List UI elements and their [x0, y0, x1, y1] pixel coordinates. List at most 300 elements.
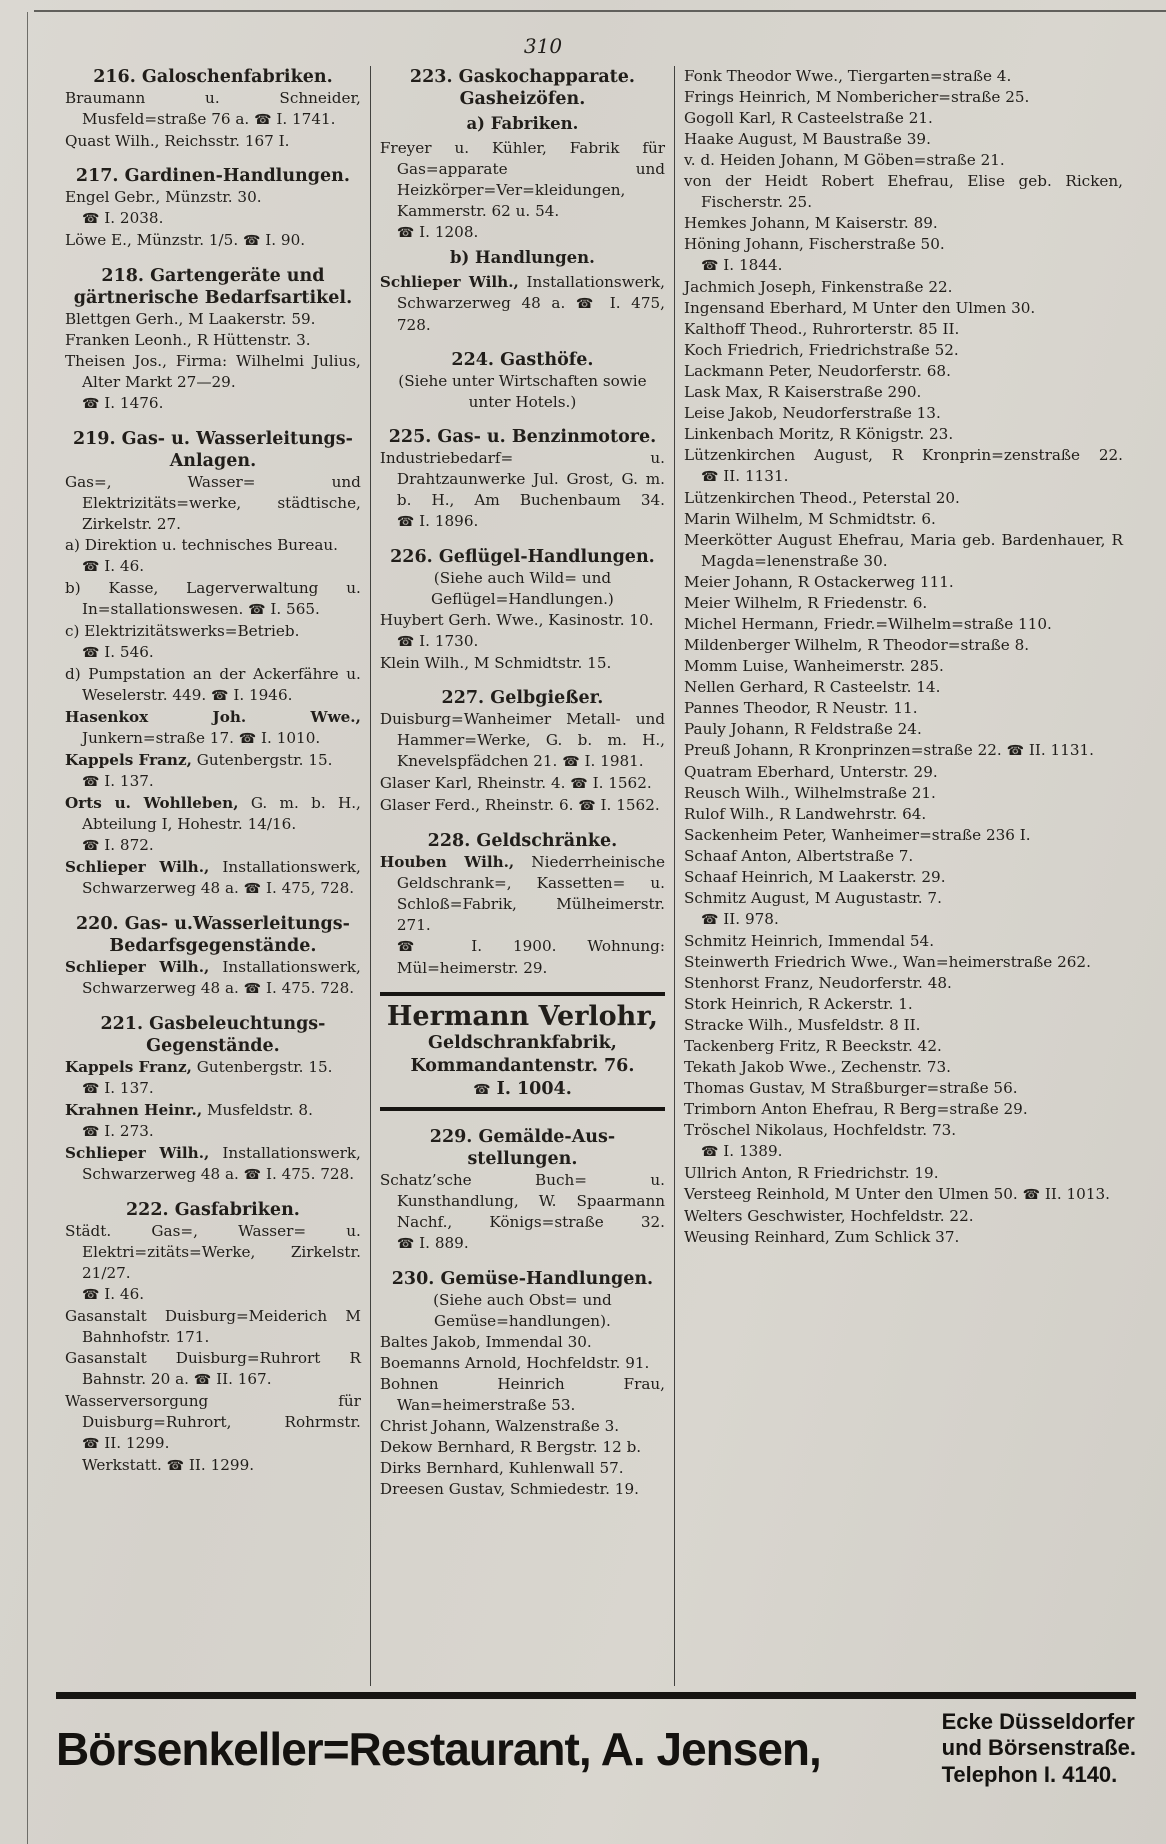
entry-text: Lützenkirchen Theod., Peterstal 20.	[684, 489, 960, 507]
category-section	[65, 265, 361, 415]
telephone-icon: ☎	[82, 1287, 100, 1303]
telephone-icon: ☎	[243, 881, 262, 897]
entry-text: 728.	[315, 979, 355, 997]
entry-text: von der Heidt Robert Ehefrau, Elise geb. Ricken, Fischerstr. 25.	[684, 172, 1123, 211]
entry-text: Gasanstalt Duisburg=Ruhrort R Bahnstr. 20 a.	[65, 1349, 361, 1388]
directory-columns	[56, 66, 1132, 1686]
entry-text: Marin Wilhelm, M Schmidtstr. 6.	[684, 510, 936, 528]
entry-text: Christ Johann, Walzenstraße 3.	[379, 1417, 620, 1436]
directory-entry	[380, 1374, 665, 1416]
entry-text: Tekath Jakob Wwe., Zechenstr. 73.	[684, 1058, 951, 1076]
directory-column	[370, 66, 674, 1686]
telephone-number: ☎ I. 1476.	[82, 394, 164, 412]
directory-entry	[65, 750, 361, 793]
directory-entry	[684, 108, 1123, 129]
directory-entry	[65, 330, 361, 351]
directory-entry	[684, 931, 1123, 952]
directory-entry	[380, 1353, 665, 1374]
entry-text: Musfeldstr. 8.	[202, 1101, 313, 1119]
directory-entry	[684, 635, 1123, 656]
telephone-icon: ☎	[396, 514, 415, 530]
category-heading: 216. Galoschenfabriken.	[93, 67, 333, 87]
page-number: 310	[523, 34, 563, 58]
directory-entry	[684, 361, 1123, 382]
telephone-number: ☎ I. 1004.	[473, 1078, 572, 1099]
entry-text: Franken Leonh., R Hüttenstr. 3.	[65, 331, 311, 349]
category-section	[380, 830, 665, 979]
telephone-number: ☎ I. 565.	[248, 600, 320, 618]
telephone-icon: ☎	[211, 688, 229, 704]
directory-entry	[684, 340, 1123, 361]
directory-entry	[684, 403, 1123, 424]
telephone-icon: ☎	[254, 112, 272, 128]
directory-entry	[684, 719, 1123, 740]
directory-column	[674, 66, 1132, 1686]
telephone-icon: ☎	[82, 1124, 100, 1140]
telephone-number: ☎ I. 1562.	[578, 796, 660, 814]
entry-text: Lützenkirchen August, R Kronprin=zenstraße 22.	[684, 446, 1123, 464]
page-left-rule	[27, 12, 28, 1844]
category-section	[380, 546, 665, 674]
entry-text: Linkenbach Moritz, R Königstr. 23.	[684, 425, 954, 443]
directory-entry	[380, 773, 665, 795]
telephone-number: ☎ I. 46.	[82, 557, 145, 575]
telephone-number: ☎ I. 1730.	[396, 632, 479, 650]
directory-entry	[380, 610, 665, 653]
telephone-number: ☎ I. 475,	[243, 879, 316, 897]
entry-text: Höning Johann, Fischerstraße 50.	[684, 235, 945, 253]
directory-entry	[684, 66, 1123, 87]
advertisement-address-line: und Börsenstraße.	[941, 1735, 1136, 1761]
directory-entry	[65, 1306, 361, 1348]
bottom-advertisement	[56, 1692, 1136, 1788]
telephone-number: ☎ I. 1844.	[701, 256, 783, 274]
entry-text: 728.	[315, 879, 355, 897]
telephone-icon: ☎	[1022, 1187, 1041, 1203]
category-heading: 217. Gardinen-Handlungen.	[75, 166, 350, 186]
directory-entry	[684, 171, 1123, 213]
entry-text: Gutenbergstr. 15.	[191, 1058, 333, 1076]
category-section	[65, 428, 361, 900]
entry-text: Gasanstalt Duisburg=Meiderich M Bahnhofstr. 171.	[65, 1307, 361, 1346]
entry-text: Pauly Johann, R Feldstraße 24.	[684, 720, 922, 738]
entry-text: c) Elektrizitätswerks=Betrieb.	[65, 622, 300, 640]
entry-text: Weusing Reinhard, Zum Schlick 37.	[684, 1228, 960, 1246]
entry-name-bold: Schlieper Wilh.,	[65, 858, 210, 876]
directory-entry	[684, 319, 1123, 340]
entry-text: Engel Gebr., Münzstr. 30.	[65, 188, 262, 206]
telephone-icon: ☎	[82, 559, 100, 575]
entry-name-bold: Kommandantenstr. 76.	[410, 1055, 635, 1076]
directory-entry	[65, 957, 361, 1000]
entry-text: (Siehe unter Wirtschaften sowie unter Hotels.)	[398, 372, 647, 411]
entry-text: Junkern=straße 17.	[82, 729, 239, 747]
entry-text: Wohnung: Mül=heimerstr. 29.	[396, 937, 666, 977]
entry-text: 728.	[396, 316, 431, 334]
directory-entry	[684, 677, 1123, 698]
entry-text: Rulof Wilh., R Landwehrstr. 64.	[684, 805, 927, 823]
entry-text: Reusch Wilh., Wilhelmstraße 21.	[684, 784, 936, 802]
entry-text: Preuß Johann, R Kronprinzen=straße 22.	[684, 741, 1007, 759]
telephone-number: ☎ II. 1299.	[82, 1434, 170, 1452]
entry-text: Schaaf Anton, Albertstraße 7.	[684, 847, 914, 865]
entry-name-bold: Hermann Verlohr,	[386, 1001, 658, 1032]
category-heading: 226. Geflügel-Handlungen.	[390, 547, 655, 567]
advertisement-phone-line: Telephon I. 4140.	[941, 1761, 1118, 1787]
directory-entry	[684, 1099, 1123, 1120]
category-section	[380, 66, 665, 336]
telephone-icon: ☎	[82, 838, 100, 854]
telephone-icon: ☎	[701, 912, 719, 928]
category-heading: Gegenstände.	[146, 1036, 280, 1056]
entry-text: Stracke Wilh., Musfeldstr. 8 II.	[684, 1016, 921, 1034]
entry-name-bold: Orts u. Wohlleben,	[65, 794, 239, 812]
entry-text: Gogoll Karl, R Casteelstraße 21.	[684, 109, 933, 127]
entry-text: Thomas Gustav, M Straßburger=straße 56.	[684, 1079, 1018, 1097]
directory-column	[56, 66, 370, 1686]
telephone-number: ☎ I. 46.	[82, 1285, 145, 1303]
telephone-icon: ☎	[701, 469, 719, 485]
category-heading: Gasheizöfen.	[459, 89, 586, 109]
directory-entry	[65, 230, 361, 252]
telephone-icon: ☎	[82, 1081, 100, 1097]
entry-text: Installationswerk, Schwarzerweg 48 a.	[82, 958, 361, 997]
telephone-number: ☎ I. 1562.	[570, 774, 652, 792]
entry-text: Werkstatt.	[82, 1456, 167, 1474]
directory-entry	[65, 1221, 361, 1306]
telephone-number: ☎ I. 872.	[82, 836, 154, 854]
entry-text: (Siehe auch Wild= und Geflügel=Handlungen.)	[431, 569, 614, 608]
cross-reference-note	[380, 568, 665, 610]
entry-text: Jachmich Joseph, Finkenstraße 22.	[684, 278, 953, 296]
telephone-number: ☎ I. 475.	[243, 979, 316, 997]
telephone-icon: ☎	[1006, 743, 1025, 759]
category-heading: 223. Gaskochapparate.	[409, 67, 635, 87]
directory-entry	[684, 783, 1123, 804]
telephone-number: ☎ I. 475.	[243, 1165, 316, 1183]
category-section	[65, 165, 361, 252]
entry-text: Installationswerk, Schwarzerweg 48 a.	[82, 858, 361, 897]
category-heading: 229. Gemälde-Aus-	[429, 1127, 616, 1148]
telephone-icon: ☎	[82, 396, 100, 412]
cross-reference-note	[380, 1290, 665, 1332]
directory-entry	[684, 213, 1123, 234]
entry-text: Niederrheinische Geldschrank=, Kassetten= u. Schloß=Fabrik, Mülheimerstr. 271.	[396, 853, 666, 934]
directory-entry	[684, 298, 1123, 319]
directory-entry	[684, 572, 1123, 593]
directory-entry	[684, 740, 1123, 762]
telephone-number: ☎ I. 137.	[82, 1079, 154, 1097]
telephone-icon: ☎	[242, 233, 261, 249]
entry-text: Schatz’sche Buch= u. Kunsthandlung, W. Spaarmann Nachf., Königs=straße 32.	[379, 1171, 666, 1232]
directory-entry	[684, 762, 1123, 783]
directory-entry	[65, 351, 361, 415]
entry-text: Baltes Jakob, Immendal 30.	[379, 1333, 592, 1352]
telephone-number: ☎ II. 978.	[701, 910, 779, 928]
directory-entry	[65, 187, 361, 230]
category-section	[65, 913, 361, 1000]
entry-text: Tröschel Nikolaus, Hochfeldstr. 73.	[684, 1121, 957, 1139]
category-heading: Anlagen.	[169, 451, 257, 471]
directory-entry	[65, 535, 361, 578]
directory-entry	[684, 593, 1123, 614]
advertisement-line	[380, 1055, 665, 1101]
directory-entry	[684, 846, 1123, 867]
directory-entry	[65, 664, 361, 707]
telephone-number: ☎ I. 90.	[242, 231, 306, 249]
entry-text: d) Pumpstation an der Ackerfähre u. Weselerstr. 449.	[65, 665, 361, 704]
telephone-icon: ☎	[248, 602, 266, 618]
category-section	[380, 349, 665, 413]
directory-entry	[65, 1100, 361, 1143]
category-heading: 225. Gas- u. Benzinmotore.	[388, 427, 657, 447]
entry-text: Meier Johann, R Ostackerweg 111.	[684, 573, 954, 591]
category-section	[684, 66, 1123, 1248]
entry-text: Kalthoff Theod., Ruhrorterstr. 85 II.	[684, 320, 960, 338]
subcategory-heading	[380, 113, 665, 135]
entry-name-bold: Hasenkox Joh. Wwe.,	[65, 708, 361, 726]
telephone-number: ☎ I. 1389.	[701, 1142, 783, 1160]
entry-name-bold: Kappels Franz,	[65, 751, 192, 769]
telephone-icon: ☎	[578, 798, 596, 814]
subcategory-heading	[380, 247, 665, 269]
category-section	[380, 1268, 665, 1500]
directory-entry	[684, 234, 1123, 277]
directory-entry	[65, 793, 361, 857]
directory-entry	[65, 131, 361, 152]
entry-text: v. d. Heiden Johann, M Göben=straße 21.	[684, 151, 1005, 169]
advertisement-title: Börsenkeller=Restaurant, A. Jensen,	[56, 1722, 821, 1775]
telephone-number: ☎ I. 1896.	[396, 512, 479, 530]
directory-entry	[65, 578, 361, 621]
entry-text: Mildenberger Wilhelm, R Theodor=straße 8.	[684, 636, 1030, 654]
entry-text: Welters Geschwister, Hochfeldstr. 22.	[684, 1207, 974, 1225]
directory-entry	[684, 994, 1123, 1015]
entry-text: Trimborn Anton Ehefrau, R Berg=straße 29.	[684, 1100, 1028, 1118]
entry-text: Gutenbergstr. 15.	[191, 751, 333, 769]
entry-text: 728.	[315, 1165, 355, 1183]
entry-text: Momm Luise, Wanheimerstr. 285.	[684, 657, 944, 675]
entry-text: Ingensand Eberhard, M Unter den Ulmen 30.	[684, 299, 1036, 317]
entry-text: Lackmann Peter, Neudorferstr. 68.	[684, 362, 951, 380]
entry-text: Lask Max, R Kaiserstraße 290.	[684, 383, 922, 401]
advertisement-line	[380, 1032, 665, 1055]
directory-entry	[65, 857, 361, 900]
entry-name-bold: Schlieper Wilh.,	[65, 958, 210, 976]
entry-text: Hemkes Johann, M Kaiserstr. 89.	[684, 214, 938, 232]
directory-entry	[380, 653, 665, 674]
entry-text: Dirks Bernhard, Kuhlenwall 57.	[379, 1459, 624, 1478]
telephone-number: ☎ I. 1946.	[211, 686, 293, 704]
entry-text: Boemanns Arnold, Hochfeldstr. 91.	[379, 1354, 650, 1373]
directory-entry	[684, 488, 1123, 509]
category-heading: Bedarfsgegenstände.	[109, 936, 317, 956]
entry-text: Löwe E., Münzstr. 1/5.	[65, 231, 243, 249]
telephone-icon: ☎	[701, 258, 719, 274]
directory-entry	[65, 1348, 361, 1391]
telephone-icon: ☎	[238, 731, 257, 747]
entry-text: Schmitz August, M Augustastr. 7.	[684, 889, 942, 907]
entry-text: Städt. Gas=, Wasser= u. Elektri=zitäts=Werke, Zirkelstr. 21/27.	[65, 1222, 361, 1282]
category-heading: 222. Gasfabriken.	[125, 1200, 300, 1220]
entry-name-bold: Houben Wilh.,	[379, 853, 515, 871]
category-section	[380, 426, 665, 533]
entry-text: Glaser Karl, Rheinstr. 4.	[379, 774, 571, 792]
telephone-icon: ☎	[243, 981, 262, 997]
entry-name-bold: Krahnen Heinr.,	[65, 1101, 203, 1119]
entry-text: Industriebedarf= u. Drahtzaunwerke Jul. Grost, G. m. b. H., Am Buchenbaum 34.	[379, 449, 666, 509]
telephone-icon: ☎	[166, 1458, 185, 1474]
directory-entry	[684, 867, 1123, 888]
telephone-number: ☎ I. 1900.	[396, 937, 557, 955]
directory-entry	[684, 1184, 1123, 1206]
entry-text: Leise Jakob, Neudorferstraße 13.	[684, 404, 941, 422]
directory-entry	[65, 707, 361, 750]
directory-entry	[684, 888, 1123, 931]
directory-entry	[684, 445, 1123, 488]
entry-text: Pannes Theodor, R Neustr. 11.	[684, 699, 918, 717]
directory-entry	[684, 804, 1123, 825]
directory-entry	[380, 1437, 665, 1458]
telephone-icon: ☎	[570, 776, 588, 792]
entry-text: Dekow Bernhard, R Bergstr. 12 b.	[379, 1438, 642, 1457]
entry-text: Installationswerk, Schwarzerweg 48 a.	[396, 273, 666, 312]
entry-text: Glaser Ferd., Rheinstr. 6.	[379, 796, 579, 814]
category-section	[65, 1199, 361, 1477]
telephone-number: ☎ I. 137.	[82, 772, 154, 790]
directory-entry	[684, 509, 1123, 530]
directory-entry	[65, 1143, 361, 1186]
entry-name-bold: Schlieper Wilh.,	[379, 273, 519, 291]
entry-text: (Siehe auch Obst= und Gemüse=handlungen).	[433, 1291, 612, 1331]
entry-text: Braumann u. Schneider, Musfeld=straße 76 a.	[65, 89, 361, 128]
telephone-number: ☎ I. 1010.	[238, 729, 321, 747]
entry-text: Frings Heinrich, M Nombericher=straße 25.	[684, 88, 1030, 106]
directory-entry	[684, 1057, 1123, 1078]
telephone-number: ☎ I. 1208.	[396, 223, 479, 241]
category-heading: 224. Gasthöfe.	[451, 350, 594, 370]
directory-entry	[65, 309, 361, 330]
directory-entry	[684, 1036, 1123, 1057]
telephone-number: ☎ II. 1013.	[1022, 1185, 1110, 1203]
directory-entry	[380, 709, 665, 773]
directory-entry	[380, 1458, 665, 1479]
telephone-number: ☎ I. 273.	[82, 1122, 154, 1140]
entry-text: Gas=, Wasser= und Elektrizitäts=werke, städtische, Zirkelstr. 27.	[65, 473, 361, 533]
telephone-icon: ☎	[575, 296, 600, 312]
category-section	[380, 1126, 665, 1255]
category-heading: 218. Gartengeräte und	[101, 266, 325, 286]
directory-entry	[380, 138, 665, 244]
entry-text: Duisburg=Wanheimer Metall- und Hammer=Werke, G. b. m. H., Knevelspfädchen 21.	[379, 710, 666, 770]
entry-text: Quatram Eberhard, Unterstr. 29.	[684, 763, 938, 781]
telephone-icon: ☎	[396, 634, 415, 650]
entry-text: Quast Wilh., Reichsstr. 167 I.	[65, 132, 290, 150]
directory-entry	[684, 825, 1123, 846]
category-heading: 228. Geldschränke.	[427, 831, 618, 851]
category-heading: 221. Gasbeleuchtungs-	[100, 1014, 326, 1034]
directory-entry	[684, 614, 1123, 635]
directory-entry	[684, 1120, 1123, 1163]
entry-text: Steinwerth Friedrich Wwe., Wan=heimerstraße 262.	[684, 953, 1091, 971]
directory-entry	[684, 382, 1123, 403]
directory-entry	[684, 698, 1123, 719]
telephone-number: ☎ I. 1981.	[562, 752, 644, 770]
telephone-number: ☎ I. 2038.	[82, 209, 164, 227]
category-heading: gärtnerische Bedarfsartikel.	[73, 288, 353, 308]
category-section	[380, 687, 665, 817]
entry-text: Michel Hermann, Friedr.=Wilhelm=straße 110.	[684, 615, 1052, 633]
category-section	[65, 1013, 361, 1186]
entry-text: Haake August, M Baustraße 39.	[684, 130, 931, 148]
entry-name-bold: Kappels Franz,	[65, 1058, 192, 1076]
telephone-icon: ☎	[701, 1144, 719, 1160]
entry-text: a) Fabriken.	[466, 114, 579, 133]
directory-entry	[684, 952, 1123, 973]
entry-text: b) Kasse, Lagerverwaltung u. In=stallationswesen.	[65, 579, 361, 618]
directory-entry	[65, 1391, 361, 1477]
directory-entry	[380, 1479, 665, 1500]
directory-entry	[380, 272, 665, 336]
directory-entry	[65, 621, 361, 664]
directory-entry	[684, 129, 1123, 150]
directory-entry	[65, 472, 361, 535]
entry-text: Huybert Gerh. Wwe., Kasinostr. 10.	[379, 611, 654, 629]
category-section	[65, 66, 361, 152]
entry-text: Klein Wilh., M Schmidtstr. 15.	[379, 654, 612, 672]
entry-text: Stork Heinrich, R Ackerstr. 1.	[684, 995, 913, 1013]
entry-text: Freyer u. Kühler, Fabrik für Gas=apparate und Heizkörper=Ver=kleidungen, Kammerstr. 62 u. 54.	[379, 139, 666, 220]
entry-name-bold: Geldschrankfabrik,	[428, 1033, 617, 1054]
directory-entry	[684, 150, 1123, 171]
category-heading: stellungen.	[467, 1149, 578, 1170]
telephone-number: ☎ II. 1299.	[166, 1456, 255, 1474]
telephone-icon: ☎	[396, 939, 441, 955]
entry-text: b) Handlungen.	[449, 248, 595, 267]
directory-entry	[380, 852, 665, 979]
entry-text: Schmitz Heinrich, Immendal 54.	[684, 932, 935, 950]
entry-text: Theisen Jos., Firma: Wilhelmi Julius, Alter Markt 27—29.	[65, 352, 361, 391]
directory-entry	[684, 1015, 1123, 1036]
directory-entry	[380, 1416, 665, 1437]
directory-entry	[380, 795, 665, 817]
advertisement-address-line: Ecke Düsseldorfer	[941, 1709, 1135, 1734]
directory-entry	[684, 277, 1123, 298]
directory-entry	[684, 973, 1123, 994]
entry-text: Nellen Gerhard, R Casteelstr. 14.	[684, 678, 941, 696]
entry-text: Stenhorst Franz, Neudorferstr. 48.	[684, 974, 952, 992]
telephone-icon: ☎	[82, 645, 100, 661]
directory-entry	[684, 87, 1123, 108]
directory-entry	[684, 424, 1123, 445]
category-heading: 219. Gas- u. Wasserleitungs-	[72, 429, 353, 449]
entry-text: Meerkötter August Ehefrau, Maria geb. Bardenhauer, R Magda=lenenstraße 30.	[684, 531, 1123, 570]
telephone-icon: ☎	[82, 211, 100, 227]
entry-text: Koch Friedrich, Friedrichstraße 52.	[684, 341, 959, 359]
category-heading: 227. Gelbgießer.	[441, 688, 604, 708]
directory-entry	[684, 656, 1123, 677]
telephone-icon: ☎	[82, 774, 100, 790]
telephone-icon: ☎	[193, 1372, 212, 1388]
advertisement-address	[942, 1709, 1136, 1788]
entry-name-bold: Schlieper Wilh.,	[65, 1144, 210, 1162]
directory-entry	[684, 1078, 1123, 1099]
telephone-icon: ☎	[396, 1236, 415, 1253]
telephone-icon: ☎	[562, 754, 580, 770]
entry-text: Tackenberg Fritz, R Beeckstr. 42.	[684, 1037, 942, 1055]
telephone-icon: ☎	[473, 1081, 491, 1098]
directory-entry	[380, 448, 665, 533]
